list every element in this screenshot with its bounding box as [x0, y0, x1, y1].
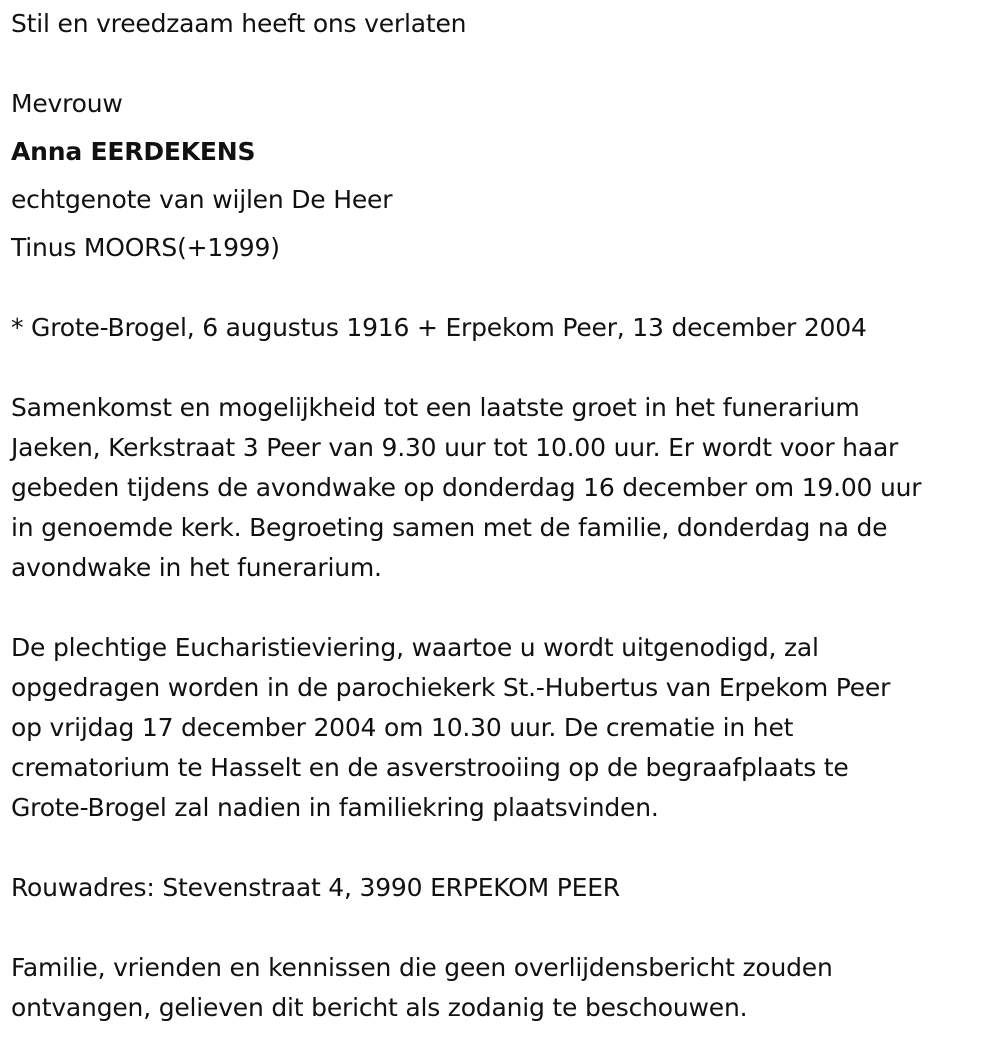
- ceremony-paragraph: [11, 628, 996, 828]
- deceased-name: Anna EERDEKENS: [11, 137, 256, 166]
- ceremony-line: Grote-Brogel zal nadien in familiekring plaatsvinden.: [11, 793, 659, 822]
- title-line: Mevrouw: [11, 89, 123, 118]
- ceremony-line: op vrijdag 17 december 2004 om 10.30 uur. De crematie in het: [11, 713, 794, 742]
- gathering-line: gebeden tijdens de avondwake op donderdag 16 december om 19.00 uur: [11, 473, 922, 502]
- relation-line-2: Tinus MOORS(+1999): [11, 233, 280, 262]
- birth-death-dates: * Grote-Brogel, 6 augustus 1916 + Erpekom Peer, 13 december 2004: [11, 313, 867, 342]
- death-notice: [11, 0, 996, 1028]
- gathering-paragraph: [11, 388, 996, 588]
- ceremony-line: crematorium te Hasselt en de asverstrooiing op de begraafplaats te: [11, 753, 849, 782]
- relation-line-1: echtgenote van wijlen De Heer: [11, 185, 393, 214]
- closing-line: Familie, vrienden en kennissen die geen overlijdensbericht zouden: [11, 953, 833, 982]
- ceremony-line: opgedragen worden in de parochiekerk St.-Hubertus van Erpekom Peer: [11, 673, 891, 702]
- gathering-line: in genoemde kerk. Begroeting samen met de familie, donderdag na de: [11, 513, 888, 542]
- gathering-line: Samenkomst en mogelijkheid tot een laatste groet in het funerarium: [11, 393, 860, 422]
- ceremony-line: De plechtige Eucharistieviering, waartoe u wordt uitgenodigd, zal: [11, 633, 819, 662]
- closing-paragraph: [11, 948, 996, 1028]
- mourning-address: Rouwadres: Stevenstraat 4, 3990 ERPEKOM PEER: [11, 873, 620, 902]
- gathering-line: avondwake in het funerarium.: [11, 553, 382, 582]
- gathering-line: Jaeken, Kerkstraat 3 Peer van 9.30 uur tot 10.00 uur. Er wordt voor haar: [11, 433, 899, 462]
- opening-line: Stil en vreedzaam heeft ons verlaten: [11, 9, 467, 38]
- closing-line: ontvangen, gelieven dit bericht als zodanig te beschouwen.: [11, 993, 748, 1022]
